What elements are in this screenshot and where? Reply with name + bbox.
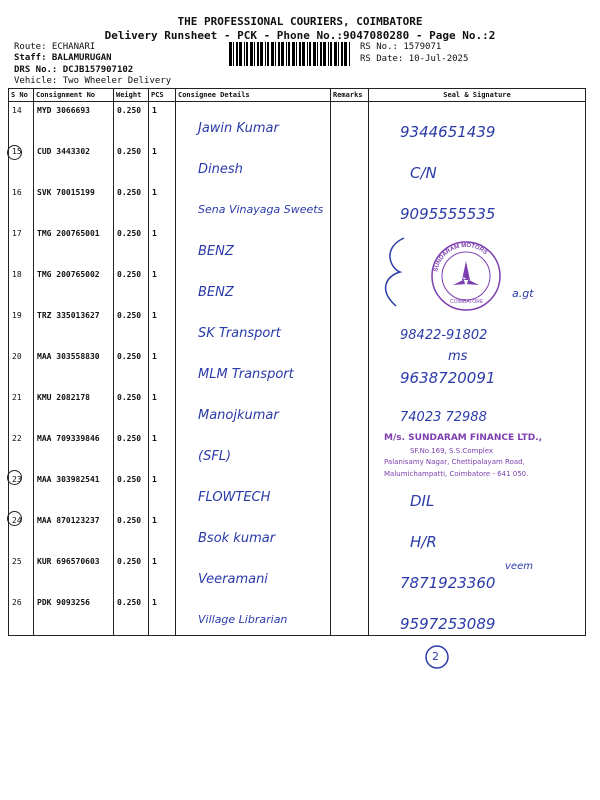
col-consignee-header: Consignee Details bbox=[176, 89, 331, 102]
row-weight-cell bbox=[114, 594, 149, 636]
col-weight-header: Weight bbox=[114, 89, 149, 102]
table-row bbox=[9, 348, 586, 389]
row-pcs-cell bbox=[149, 266, 176, 307]
remarks-cell bbox=[331, 102, 369, 144]
row-weight: 0.250 bbox=[117, 106, 142, 115]
barcode-bar bbox=[299, 42, 301, 66]
row-sno: 15 bbox=[12, 147, 22, 156]
row-consignment-no: SVK 70015199 bbox=[37, 188, 95, 197]
row-sno: 19 bbox=[12, 311, 22, 320]
barcode-bar bbox=[267, 42, 269, 66]
barcode-bar bbox=[254, 42, 255, 66]
row-weight: 0.250 bbox=[117, 475, 142, 484]
row-weight-cell bbox=[114, 102, 149, 144]
consignee-handwritten: Bsok kumar bbox=[198, 531, 276, 546]
row-consignment-no-cell bbox=[34, 471, 114, 512]
seal-cell bbox=[369, 143, 586, 184]
rs-no-label: RS No.: 1579071 bbox=[360, 42, 442, 52]
remarks-cell bbox=[331, 471, 369, 512]
remarks-cell bbox=[331, 225, 369, 266]
row-weight-cell bbox=[114, 143, 149, 184]
barcode-bar bbox=[236, 42, 238, 66]
barcode-bar bbox=[246, 42, 248, 66]
remarks-cell bbox=[331, 348, 369, 389]
row-pcs-cell bbox=[149, 553, 176, 594]
seal-signature-handwritten: 74023 72988 bbox=[400, 410, 487, 425]
barcode-bar bbox=[265, 42, 266, 66]
row-consignment-no-cell bbox=[34, 102, 114, 144]
row-weight: 0.250 bbox=[117, 352, 142, 361]
row-sno: 25 bbox=[12, 557, 22, 566]
row-sno: 20 bbox=[12, 352, 22, 361]
consignee-handwritten: Jawin Kumar bbox=[198, 121, 279, 136]
row-weight: 0.250 bbox=[117, 434, 142, 443]
drs-label: DRS No.: DCJB157907102 bbox=[14, 65, 134, 75]
row-consignment-no: KMU 2082178 bbox=[37, 393, 90, 402]
row-weight: 0.250 bbox=[117, 311, 142, 320]
row-consignment-no-cell bbox=[34, 143, 114, 184]
table-row bbox=[9, 307, 586, 348]
finance-stamp-line2: SF.No.169, S.S.Complex bbox=[410, 447, 494, 455]
consignee-handwritten: MLM Transport bbox=[198, 367, 294, 382]
row-pcs: 1 bbox=[152, 188, 157, 197]
company-title: THE PROFESSIONAL COURIERS, COIMBATORE bbox=[177, 15, 423, 28]
row-sno: 18 bbox=[12, 270, 22, 279]
rs-date-label: RS Date: 10-Jul-2025 bbox=[360, 54, 469, 64]
route-label: Route: ECHANARI bbox=[14, 42, 96, 52]
seal-signature-handwritten: 9344651439 bbox=[400, 123, 496, 141]
row-weight: 0.250 bbox=[117, 229, 142, 238]
row-consignment-no: TRZ 335013627 bbox=[37, 311, 100, 320]
row-pcs: 1 bbox=[152, 311, 157, 320]
barcode-bar bbox=[239, 42, 242, 66]
barcode-bar bbox=[257, 42, 259, 66]
row-sno: 21 bbox=[12, 393, 22, 402]
row-sno-cell bbox=[9, 430, 34, 471]
runsheet-title: Delivery Runsheet - PCK - Phone No.:9047080280 - Page No.:2 bbox=[104, 29, 496, 42]
row-sno-cell bbox=[9, 553, 34, 594]
row-weight-cell bbox=[114, 553, 149, 594]
barcode-bar bbox=[233, 42, 234, 66]
row-sno: 22 bbox=[12, 434, 22, 443]
barcode-bar bbox=[260, 42, 263, 66]
row-weight: 0.250 bbox=[117, 393, 142, 402]
barcode-bar bbox=[307, 42, 308, 66]
circle-mark-15 bbox=[7, 145, 22, 160]
motor-stamp-line1: SUNDARAM MOTORS bbox=[433, 242, 489, 273]
barcode-bar bbox=[250, 42, 253, 66]
barcode-bar bbox=[292, 42, 295, 66]
row-pcs-cell bbox=[149, 184, 176, 225]
sign-agt: a.gt bbox=[512, 287, 534, 300]
remarks-cell bbox=[331, 266, 369, 307]
row-pcs: 1 bbox=[152, 475, 157, 484]
row-pcs-cell bbox=[149, 594, 176, 636]
barcode-bar bbox=[313, 42, 316, 66]
remarks-cell bbox=[331, 594, 369, 636]
remarks-cell bbox=[331, 430, 369, 471]
row-pcs: 1 bbox=[152, 352, 157, 361]
row-sno-cell bbox=[9, 266, 34, 307]
row-pcs-cell bbox=[149, 143, 176, 184]
row-sno: 24 bbox=[12, 516, 22, 525]
runsheet-table bbox=[8, 88, 586, 636]
row-weight-cell bbox=[114, 266, 149, 307]
row-pcs-cell bbox=[149, 102, 176, 144]
table-header-row bbox=[9, 89, 586, 102]
row-consignment-no: PDK 9093256 bbox=[37, 598, 90, 607]
barcode-bar bbox=[330, 42, 332, 66]
row-consignment-no: MAA 870123237 bbox=[37, 516, 100, 525]
row-weight: 0.250 bbox=[117, 516, 142, 525]
barcode-bar bbox=[278, 42, 280, 66]
circle-mark-23 bbox=[7, 470, 22, 485]
table-row bbox=[9, 225, 586, 266]
seal-signature-handwritten: 9597253089 bbox=[400, 615, 496, 633]
barcode bbox=[229, 42, 351, 66]
row-pcs: 1 bbox=[152, 229, 157, 238]
row-consignment-no-cell bbox=[34, 553, 114, 594]
remarks-cell bbox=[331, 512, 369, 553]
row-weight: 0.250 bbox=[117, 147, 142, 156]
row-weight-cell bbox=[114, 225, 149, 266]
remarks-cell bbox=[331, 184, 369, 225]
seal-cell bbox=[369, 512, 586, 553]
table-row bbox=[9, 266, 586, 307]
row-consignment-no-cell bbox=[34, 430, 114, 471]
barcode-bar bbox=[296, 42, 297, 66]
row-consignment-no: TMG 200765002 bbox=[37, 270, 100, 279]
row-sno-cell bbox=[9, 307, 34, 348]
row-pcs-cell bbox=[149, 225, 176, 266]
seal-signature-handwritten: 9095555535 bbox=[400, 205, 496, 223]
col-remarks-header: Remarks bbox=[331, 89, 369, 102]
circle-mark-24 bbox=[7, 511, 22, 526]
table-row bbox=[9, 102, 586, 144]
barcode-bar bbox=[281, 42, 284, 66]
consignee-handwritten: (SFL) bbox=[198, 449, 232, 464]
vehicle-label: Vehicle: Two Wheeler Delivery bbox=[14, 76, 172, 86]
barcode-bar bbox=[328, 42, 329, 66]
row-consignment-no: MAA 303982541 bbox=[37, 475, 100, 484]
row-pcs: 1 bbox=[152, 393, 157, 402]
finance-stamp-line4: Malumichampatti, Coimbatore - 641 050. bbox=[384, 470, 529, 478]
consignee-handwritten: Manojkumar bbox=[198, 408, 279, 423]
consignee-handwritten: SK Transport bbox=[198, 326, 281, 341]
remarks-cell bbox=[331, 389, 369, 430]
row-consignment-no: MAA 709339846 bbox=[37, 434, 100, 443]
table-row bbox=[9, 389, 586, 430]
row-consignment-no-cell bbox=[34, 594, 114, 636]
table-row bbox=[9, 553, 586, 594]
seal-signature-handwritten: 7871923360 bbox=[400, 574, 496, 592]
seal-signature-handwritten: 98422-91802 bbox=[400, 328, 488, 343]
table-row bbox=[9, 512, 586, 553]
row-consignment-no: MYD 3066693 bbox=[37, 106, 90, 115]
consignee-handwritten: Sena Vinayaga Sweets bbox=[198, 203, 324, 216]
row-weight: 0.250 bbox=[117, 598, 142, 607]
row-pcs-cell bbox=[149, 307, 176, 348]
row-sno-cell bbox=[9, 348, 34, 389]
col-seal-header: Seal & Signature bbox=[369, 89, 586, 102]
barcode-bar bbox=[229, 42, 232, 66]
consignee-handwritten: FLOWTECH bbox=[198, 490, 271, 505]
seal-signature-handwritten: 9638720091 bbox=[400, 369, 496, 387]
seal-signature-handwritten: DIL bbox=[410, 492, 435, 510]
row-sno: 16 bbox=[12, 188, 22, 197]
barcode-bar bbox=[302, 42, 305, 66]
row-sno: 14 bbox=[12, 106, 22, 115]
row-weight-cell bbox=[114, 184, 149, 225]
col-pcs-header: PCS bbox=[149, 89, 176, 102]
row-pcs: 1 bbox=[152, 516, 157, 525]
sign-ms: ms bbox=[448, 349, 468, 364]
row-consignment-no-cell bbox=[34, 512, 114, 553]
row-consignment-no: TMG 200765001 bbox=[37, 229, 100, 238]
barcode-bar bbox=[338, 42, 339, 66]
row-consignment-no: KUR 696570603 bbox=[37, 557, 100, 566]
page-mark-number: 2 bbox=[432, 650, 439, 663]
row-pcs: 1 bbox=[152, 147, 157, 156]
row-sno-cell bbox=[9, 225, 34, 266]
row-consignment-no-cell bbox=[34, 389, 114, 430]
row-weight-cell bbox=[114, 307, 149, 348]
remarks-cell bbox=[331, 143, 369, 184]
row-pcs-cell bbox=[149, 471, 176, 512]
row-consignment-no: CUD 3443302 bbox=[37, 147, 90, 156]
barcode-bar bbox=[344, 42, 347, 66]
row-sno-cell bbox=[9, 389, 34, 430]
row-pcs-cell bbox=[149, 348, 176, 389]
barcode-bar bbox=[288, 42, 290, 66]
motor-stamp-line2: COIMBATORE bbox=[450, 299, 484, 305]
row-consignment-no-cell bbox=[34, 225, 114, 266]
barcode-bar bbox=[323, 42, 326, 66]
consignee-handwritten: Veeramani bbox=[198, 572, 268, 587]
row-pcs-cell bbox=[149, 512, 176, 553]
row-weight-cell bbox=[114, 430, 149, 471]
barcode-bar bbox=[317, 42, 318, 66]
seal-signature-handwritten: H/R bbox=[410, 533, 437, 551]
row-pcs: 1 bbox=[152, 434, 157, 443]
row-sno-cell bbox=[9, 102, 34, 144]
seal-cell bbox=[369, 225, 586, 266]
consignee-handwritten: BENZ bbox=[198, 285, 234, 300]
row-pcs: 1 bbox=[152, 106, 157, 115]
row-weight: 0.250 bbox=[117, 188, 142, 197]
table-row bbox=[9, 143, 586, 184]
consignee-handwritten: BENZ bbox=[198, 244, 234, 259]
row-sno-cell bbox=[9, 594, 34, 636]
col-consignment-header: Consignment No bbox=[34, 89, 114, 102]
barcode-bar bbox=[309, 42, 311, 66]
row-pcs: 1 bbox=[152, 270, 157, 279]
barcode-bar bbox=[334, 42, 337, 66]
row-consignment-no-cell bbox=[34, 348, 114, 389]
row-consignment-no-cell bbox=[34, 184, 114, 225]
barcode-bar bbox=[275, 42, 276, 66]
barcode-bar bbox=[244, 42, 245, 66]
row-sno: 17 bbox=[12, 229, 22, 238]
row-consignment-no-cell bbox=[34, 266, 114, 307]
row-weight-cell bbox=[114, 471, 149, 512]
finance-stamp-line3: Palanisamy Nagar, Chettipalayam Road, bbox=[384, 458, 525, 466]
remarks-cell bbox=[331, 307, 369, 348]
barcode-bar bbox=[286, 42, 287, 66]
barcode-bar bbox=[320, 42, 322, 66]
row-pcs: 1 bbox=[152, 557, 157, 566]
table-row bbox=[9, 594, 586, 636]
row-pcs: 1 bbox=[152, 598, 157, 607]
barcode-bar bbox=[349, 42, 350, 66]
row-pcs-cell bbox=[149, 389, 176, 430]
barcode-bar bbox=[271, 42, 274, 66]
barcode-bar bbox=[341, 42, 343, 66]
finance-stamp-line1: M/s. SUNDARAM FINANCE LTD., bbox=[384, 433, 543, 443]
remarks-cell bbox=[331, 553, 369, 594]
col-sno-header: S No bbox=[9, 89, 34, 102]
seal-signature-handwritten: C/N bbox=[410, 164, 437, 182]
row-weight: 0.250 bbox=[117, 557, 142, 566]
row-pcs-cell bbox=[149, 430, 176, 471]
seal-cell bbox=[369, 266, 586, 307]
row-sno: 23 bbox=[12, 475, 22, 484]
row-sno-cell bbox=[9, 184, 34, 225]
consignee-handwritten: Dinesh bbox=[198, 162, 243, 177]
row-consignment-no-cell bbox=[34, 307, 114, 348]
staff-label: Staff: BALAMURUGAN bbox=[14, 53, 112, 63]
row-weight-cell bbox=[114, 348, 149, 389]
sign-veem: veem bbox=[505, 561, 533, 572]
row-weight-cell bbox=[114, 389, 149, 430]
row-weight: 0.250 bbox=[117, 270, 142, 279]
row-weight-cell bbox=[114, 512, 149, 553]
consignee-handwritten: Village Librarian bbox=[198, 613, 288, 626]
row-consignment-no: MAA 303558830 bbox=[37, 352, 100, 361]
row-sno: 26 bbox=[12, 598, 22, 607]
